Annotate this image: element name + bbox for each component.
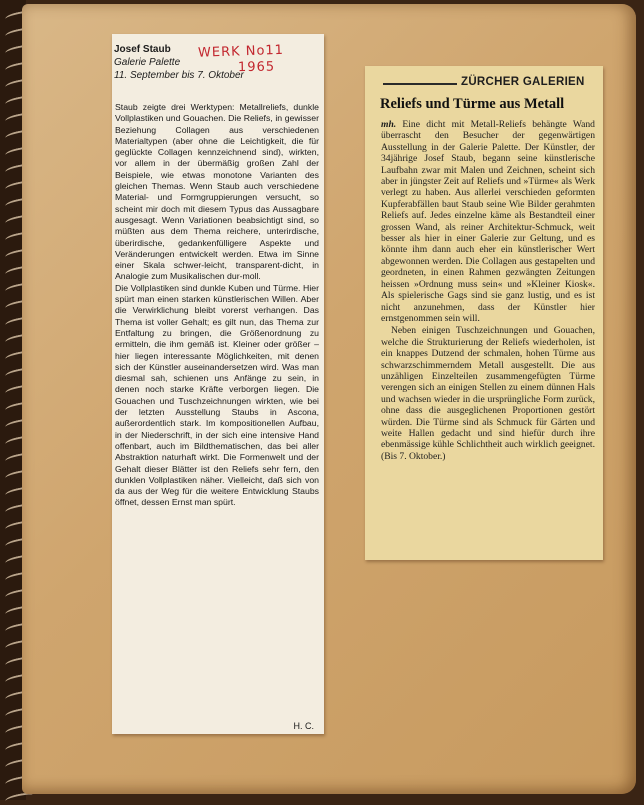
paragraph: Die Vollplastiken sind dunkle Kuben und Türme. Hier spürt man einen starken künstlerischen Willen. Aber die Verwirklichung bleibt vorerst verhangen. Das Thema ist voller Gehalt; es gilt nun, das Thema zur Entfaltung zu bringen, die Größenordnung zu ermitteln, die ihm gemäß ist. Kleiner oder größer – hier liegen interessante Möglichkeiten, mit denen sich der Künstler auseinandersetzen wird. Was man diesmal sah, schienen uns Anfänge zu sein, in denen noch starke Kräfte verborgen liegen. Die Gouachen und Tuschzeichnungen wirkten, wie bei der letzten Ausstellung Staubs in Ascona, außerordentlich stark. Im kompositionellen Aufbau, in der Niederschrift, in der sich eine intensive Hand offenbart, auch im Bildthematischen, das bei aller Abstraktion naturhaft wirkt. Die Formenwelt und der Gehalt dieser Blätter ist den Reliefs sehr fern, den dunklen Vollplastiken näher. Vielleicht, daß sich von da aus der Weg für die weitere Entwicklung Staubs öffnet, dessen Ernst man spürt. [115, 282, 319, 508]
paragraph [381, 119, 595, 324]
handwritten-line-1: WERK No11 [197, 42, 285, 61]
paragraph: Staub zeigte drei Werktypen: Metallreliefs, dunkle Vollplastiken und Gouachen. Die Reliefs, in gewisser Beziehung Collagen aus verschiedenen Materialtypen (aber ohne die Leichtigkeit, die für geglückte Collagen kennzeichnend sind), wirkten, vor allem in der übermäßig großen Zahl der Beispiele, wie etwas monotone Varianten des gleichen Themas. Wenn Staub auch verschiedene Material- und Formgruppierungen versucht, so scheint mir doch mit diesem Typus das Aussagbare ausgesagt. Wenn Variationen beabsichtigt sind, so müßten aus dem Thema reichere, unterirdische, überirdische, gedankenfülligere Aspekte und Veränderungen entwickelt werden. Etwa im Sinne einer Skala schwer-leicht, transparent-dicht, in Analogie zum Musikalischen dur-moll. [115, 102, 319, 282]
handwritten-line-2: 1965 [237, 59, 276, 76]
section-header [383, 76, 597, 90]
paragraph: Neben einigen Tuschzeichnungen und Gouachen, welche die Strukturierung der Reliefs wiederholen, ist ein knappes Dutzend der schmalen, hohen Türme aus schwarzschimmerndem Metall ausgestellt. Die aus unzähligen Einzelteilen zusammengefügten Türme verengen sich an einigen Stellen zu einem dünnen Hals und wachsen wieder in die ursprüngliche Form zurück, ohne dass die ausgeglichenen Proportionen gestört würden. Die Türme sind als Schmuck für Gärten und weite Hallen gedacht und sind hiefür durch ihre ebenmässige kühle Schlichtheit auch wirklich geeignet. (Bis 7. Oktober.) [381, 325, 595, 462]
section-label: ZÜRCHER GALERIEN [461, 76, 585, 88]
article-headline: Reliefs und Türme aus Metall [380, 96, 565, 112]
gallery-name: Galerie Palette [114, 57, 181, 68]
exhibition-dates: 11. September bis 7. Oktober [114, 70, 244, 81]
left-newspaper-clipping [112, 34, 324, 734]
review-text [115, 102, 319, 509]
section-rule [383, 83, 457, 85]
signature: H. C. [293, 721, 314, 731]
scrapbook-page [22, 4, 636, 794]
author-initials: mh. [381, 119, 397, 130]
right-newspaper-clipping [365, 66, 603, 560]
article-text [381, 119, 595, 462]
handwritten-note [198, 44, 298, 88]
artist-name: Josef Staub [114, 44, 171, 55]
paragraph-text: Eine dicht mit Metall-Reliefs behängte Wand überrascht den Besucher der gegenwärtigen Ausstellung in der Galerie Palette. Der Künstler, der 34jährige Josef Staub, begann seine künstlerische Laufbahn zwar mit Malen und Zeichnen, scheint sich aber in jüngster Zeit auf Reliefs und »Türme« als Werk verlegt zu haben. Aus allerlei verschieden geformten Kupferabfällen baut Staub seine Wie Bilder gerahmten Reliefs auf. Jedes einzelne käme als Bestandteil einer grossen Wand, als reiner Architektur-Schmuck, weit besser als hier in einer Galerie zur Geltung, und es könnte ihm dann auch eher ein künstlerischer Wert abgewonnen werden. Die Collagen aus gestapelten und geordneten, in einen Rahmen gezwängten Zeitungen heissen »Ordnung muss sein« und »Kleiner Kiosk«. Als spielerische Gags sind sie ganz lustig, und es ist nicht anzunehmen, dass der Künstler hier ernstgenommen sein will. [381, 119, 595, 324]
